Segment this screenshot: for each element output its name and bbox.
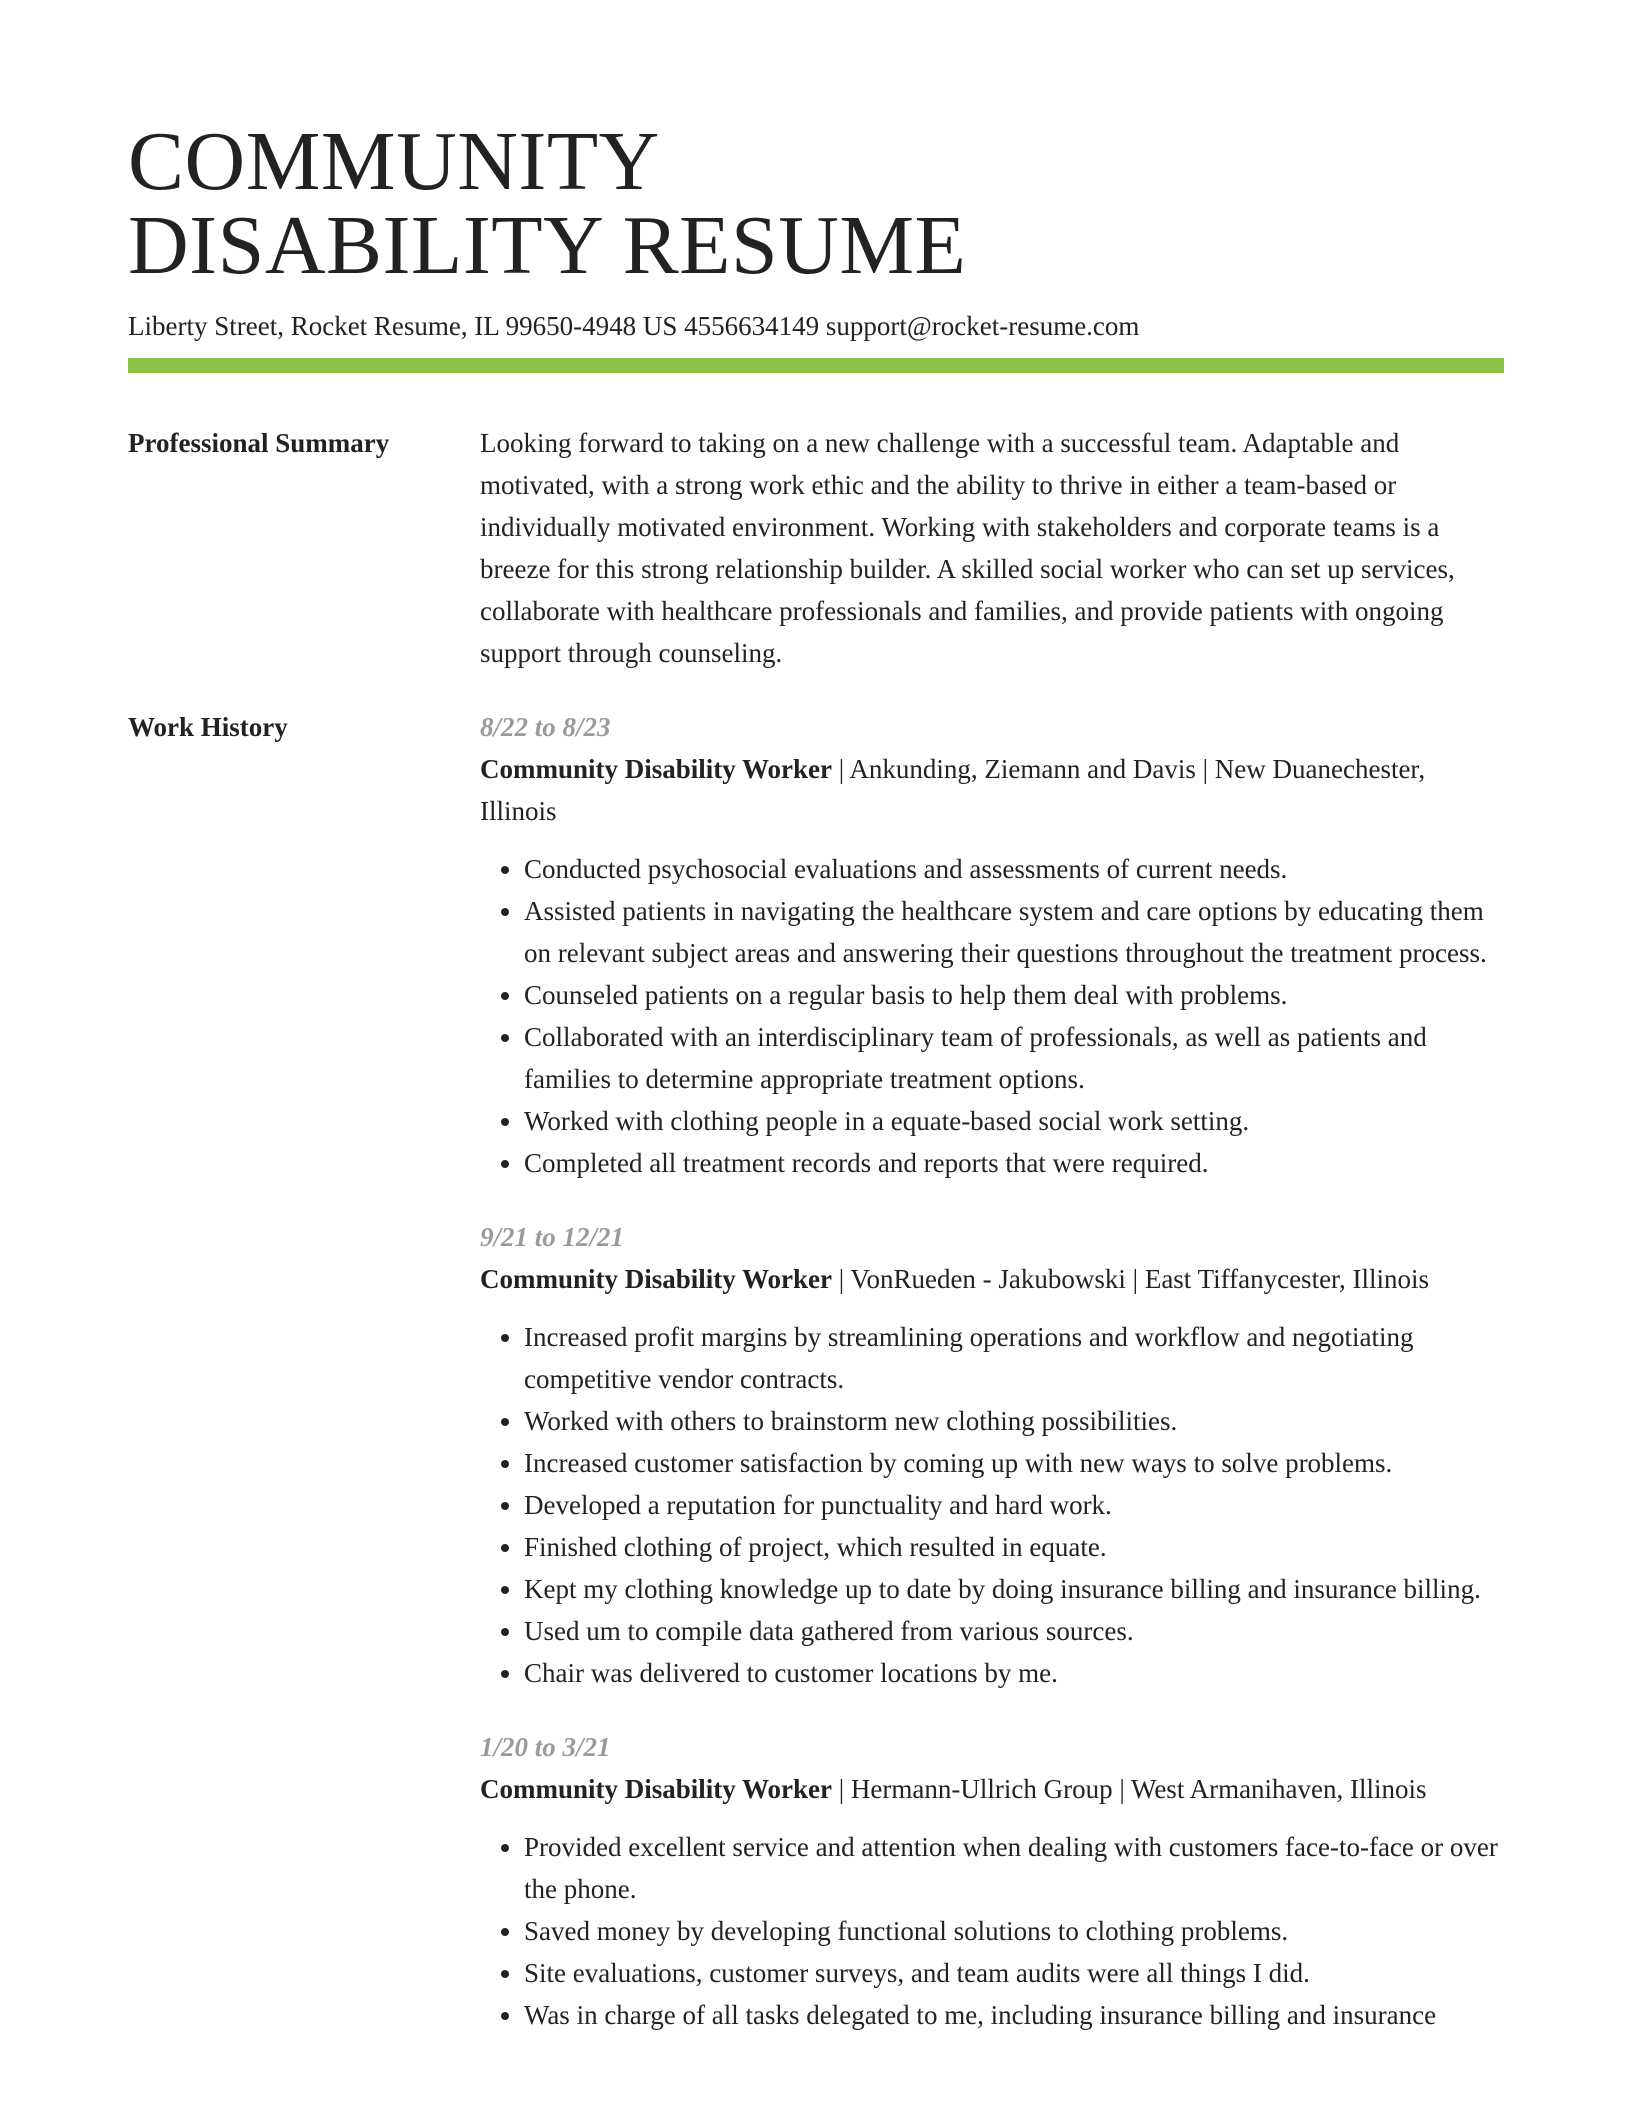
- job-dates: 9/21 to 12/21: [480, 1222, 625, 1252]
- work-history-list: [480, 706, 1504, 2036]
- job-bullets: [480, 1826, 1504, 2036]
- header-divider: [128, 358, 1504, 373]
- job-title: Community Disability Worker: [480, 1774, 833, 1804]
- job-bullet: • Conducted psychosocial evaluations and assessments of current needs.: [524, 848, 1504, 890]
- job-details: | VonRueden - Jakubowski | East Tiffanycester, Illinois: [832, 1264, 1429, 1294]
- job-bullet: • Worked with clothing people in a equate-based social work setting.: [524, 1100, 1504, 1142]
- job-bullet: • Collaborated with an interdisciplinary team of professionals, as well as patients and families to determine appropriate treatment options.: [524, 1016, 1504, 1100]
- job-bullet: • Saved money by developing functional solutions to clothing problems.: [524, 1910, 1504, 1952]
- job-entry: [480, 706, 1504, 1184]
- job-bullet: • Site evaluations, customer surveys, and team audits were all things I did.: [524, 1952, 1504, 1994]
- job-entry: [480, 1726, 1504, 2036]
- job-bullet: • Finished clothing of project, which resulted in equate.: [524, 1526, 1504, 1568]
- job-entry: [480, 1216, 1504, 1694]
- resume-title-line1: COMMUNITY: [128, 115, 660, 208]
- job-title: Community Disability Worker: [480, 754, 833, 784]
- job-bullet: • Used um to compile data gathered from various sources.: [524, 1610, 1504, 1652]
- job-heading: [480, 1768, 1504, 1810]
- job-bullet: • Worked with others to brainstorm new clothing possibilities.: [524, 1400, 1504, 1442]
- job-bullets: [480, 1316, 1504, 1694]
- job-bullets: [480, 848, 1504, 1184]
- job-bullet: • Completed all treatment records and reports that were required.: [524, 1142, 1504, 1184]
- job-bullet: • Kept my clothing knowledge up to date by doing insurance billing and insurance billing.: [524, 1568, 1504, 1610]
- job-bullet: • Was in charge of all tasks delegated to me, including insurance billing and insurance: [524, 1994, 1504, 2036]
- job-details: | Ankunding, Ziemann and Davis | New Duanechester, Illinois: [480, 754, 1426, 826]
- section-label-work-history: Work History: [128, 712, 288, 742]
- job-bullet: • Increased customer satisfaction by coming up with new ways to solve problems.: [524, 1442, 1504, 1484]
- job-bullet: • Counseled patients on a regular basis to help them deal with problems.: [524, 974, 1504, 1016]
- job-dates: 1/20 to 3/21: [480, 1732, 611, 1762]
- resume-title-line2: DISABILITY RESUME: [128, 199, 967, 292]
- professional-summary-section: [128, 422, 1504, 674]
- contact-info: Liberty Street, Rocket Resume, IL 99650-4948 US 4556634149 support@rocket-resume.com: [128, 311, 1140, 341]
- job-heading: [480, 748, 1504, 832]
- job-bullet: • Provided excellent service and attention when dealing with customers face-to-face or over the phone.: [524, 1826, 1504, 1910]
- summary-text: Looking forward to taking on a new challenge with a successful team. Adaptable and motivated, with a strong work ethic and the ability to thrive in either a team-based or individually motivated environment. Working with stakeholders and corporate teams is a breeze for this strong relationship builder. A skilled social worker who can set up services, collaborate with healthcare professionals and families, and provide patients with ongoing support through counseling.: [480, 428, 1455, 668]
- job-title: Community Disability Worker: [480, 1264, 833, 1294]
- work-history-section: [128, 706, 1504, 2036]
- job-dates: 8/22 to 8/23: [480, 712, 611, 742]
- job-heading: [480, 1258, 1504, 1300]
- section-label-summary: Professional Summary: [128, 428, 390, 458]
- job-bullet: • Assisted patients in navigating the healthcare system and care options by educating them on relevant subject areas and answering their questions throughout the treatment process.: [524, 890, 1504, 974]
- job-bullet: • Increased profit margins by streamlining operations and workflow and negotiating competitive vendor contracts.: [524, 1316, 1504, 1400]
- job-bullet: • Developed a reputation for punctuality and hard work.: [524, 1484, 1504, 1526]
- resume-page: [128, 115, 1504, 2036]
- resume-title: [128, 115, 1504, 292]
- job-bullet: • Chair was delivered to customer locations by me.: [524, 1652, 1504, 1694]
- job-details: | Hermann-Ullrich Group | West Armanihaven, Illinois: [832, 1774, 1427, 1804]
